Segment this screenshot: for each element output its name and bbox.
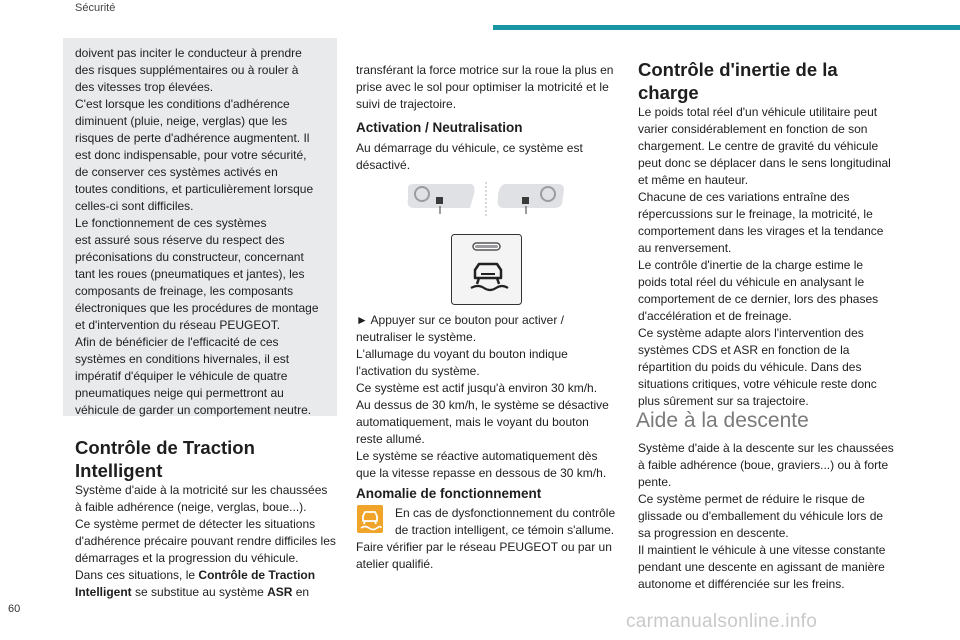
watermark: carmanualsonline.info <box>626 611 818 632</box>
text-line: répercussions sur le freinage, la motricité, le <box>638 207 873 221</box>
text-line: prise avec le sol pour optimiser la motricité et le <box>356 80 609 94</box>
text-line: de traction intelligent, ce témoin s'allume. <box>395 523 615 537</box>
traction-section-title <box>75 436 345 482</box>
text-line: Au démarrage du véhicule, ce système est <box>356 141 583 155</box>
text-line: Ce système est actif jusqu'à environ 30 km/h. <box>356 381 598 395</box>
text-line: poids total réel du véhicule en analysant le <box>638 275 865 289</box>
text-line: plus sûrement sur sa trajectoire. <box>638 394 809 408</box>
text-line: d'accélération et de freinage. <box>638 309 792 323</box>
text-line: composants de freinage, les composants <box>75 284 294 298</box>
text-line: que la vitesse repasse en dessous de 30 km/h. <box>356 466 607 480</box>
inertia-title-line: charge <box>638 82 699 103</box>
text-line: neutraliser le système. <box>356 330 477 344</box>
text-line: systèmes en conditions hivernales, il est <box>75 352 290 366</box>
text-line: Ce système permet de détecter les situations <box>75 517 316 531</box>
text-line: de conserver ces systèmes activés en <box>75 165 278 179</box>
text-line: impératif d'équiper le véhicule de quatre <box>75 369 288 383</box>
descent-heading: Aide à la descente <box>636 409 809 432</box>
header-accent-bar <box>493 25 960 30</box>
text-line: atelier qualifié. <box>356 557 434 571</box>
text-line: situations critiques, votre véhicule reste donc <box>638 377 877 391</box>
info-note-text <box>75 45 331 419</box>
text-line: peut donc se déplacer dans le sens longitudinal <box>638 156 891 170</box>
text-line: automatiquement, mais le voyant du bouton <box>356 415 589 429</box>
text-line: Système d'aide à la motricité sur les chaussées <box>75 483 328 497</box>
anomaly-body <box>356 539 618 573</box>
text-line: véhicule de garder un comportement neutre. <box>75 403 312 417</box>
text-line: suivi de trajectoire. <box>356 97 457 111</box>
text-line: pendant une descente en agissant de manière <box>638 560 885 574</box>
text-line: ► Appuyer sur ce bouton pour activer / <box>356 313 564 327</box>
text-line: à faible adhérence (boue, graviers...) ou à forte <box>638 458 889 472</box>
text-line: Afin de bénéficier de l'efficacité de ces <box>75 335 279 349</box>
text-line: Le contrôle d'inertie de la charge estime le <box>638 258 864 272</box>
traction-warning-light-icon <box>357 505 383 533</box>
text-line: Ce système adapte alors l'intervention des <box>638 326 864 340</box>
text-run: se substitue au système <box>131 585 268 599</box>
text-line: pente. <box>638 475 672 489</box>
text-line: et même en hauteur. <box>638 173 749 187</box>
text-line: et d'intervention du réseau PEUGEOT. <box>75 318 281 332</box>
anomaly-icon-text <box>395 505 625 539</box>
text-line: reste allumé. <box>356 432 425 446</box>
text-line: au renversement. <box>638 241 732 255</box>
bold-term: Contrôle de Traction <box>198 568 316 582</box>
text-line: Il maintient le véhicule à une vitesse constante <box>638 543 886 557</box>
text-line: Le fonctionnement de ces systèmes <box>75 216 267 230</box>
traction-control-button-icon <box>451 234 522 305</box>
traction-continued <box>356 62 618 113</box>
activation-body <box>356 140 618 174</box>
page-number: 60 <box>8 603 21 615</box>
text-line: sa progression en descente. <box>638 526 789 540</box>
text-line: L'allumage du voyant du bouton indique <box>356 347 568 361</box>
text-line: désactivé. <box>356 158 411 172</box>
text-line: comportement dans les virages et la tendance <box>638 224 884 238</box>
traction-title-line: Intelligent <box>75 460 163 481</box>
text-line: transférant la force motrice sur la roue la plus en <box>356 63 614 77</box>
text-line <box>75 584 337 601</box>
section-header: Sécurité <box>75 2 116 14</box>
bold-term: Intelligent <box>75 585 132 599</box>
text-line: des risques supplémentaires ou à rouler à <box>75 63 299 77</box>
text-line: des vitesses trop élevées. <box>75 80 214 94</box>
traction-title-line: Contrôle de Traction <box>75 437 255 458</box>
text-line: Ce système permet de réduire le risque de <box>638 492 865 506</box>
text-line: chargement. Le centre de gravité du véhicule <box>638 139 879 153</box>
text-line: est donc indispensable, pour votre sécurité, <box>75 148 307 162</box>
text-line: démarrages et la progression du véhicule. <box>75 551 299 565</box>
text-run: en <box>292 585 310 599</box>
text-line: à faible adhérence (neige, verglas, boue...). <box>75 500 307 514</box>
text-line: doivent pas inciter le conducteur à prendre <box>75 46 302 60</box>
text-line: préconisations du constructeur, concernant <box>75 250 304 264</box>
text-line: Chacune de ces variations entraîne des <box>638 190 850 204</box>
text-line: celles-ci sont difficiles. <box>75 199 194 213</box>
activation-heading: Activation / Neutralisation <box>356 120 523 135</box>
text-line: comportement de ce dernier, lors des phases <box>638 292 879 306</box>
text-line: En cas de dysfonctionnement du contrôle <box>395 506 616 520</box>
traction-body <box>75 482 337 601</box>
activation-instructions <box>356 312 618 482</box>
text-line: Faire vérifier par le réseau PEUGEOT ou par un <box>356 540 612 554</box>
descent-body <box>638 440 908 593</box>
inertia-body <box>638 104 908 410</box>
text-line: électroniques que les procédures de montage <box>75 301 319 315</box>
text-line: systèmes CDS et ASR en fonction de la <box>638 343 850 357</box>
text-line: diminuent (pluie, neige, verglas) que les <box>75 114 288 128</box>
inertia-title-line: Contrôle d'inertie de la <box>638 59 838 80</box>
text-line: Le poids total réel d'un véhicule utilitaire peut <box>638 105 878 119</box>
text-line: pneumatiques neige qui permettront au <box>75 386 284 400</box>
text-line: Système d'aide à la descente sur les chaussées <box>638 441 894 455</box>
text-line: C'est lorsque les conditions d'adhérence <box>75 97 290 111</box>
text-line: tant les roues (pneumatiques et jantes), les <box>75 267 305 281</box>
bold-term: ASR <box>267 585 293 599</box>
text-line: autonome et différenciée sur les freins. <box>638 577 845 591</box>
text-run: Dans ces situations, le <box>75 568 199 582</box>
dashboard-button-location-illustration <box>400 180 570 220</box>
text-line: glissade ou d'emballement du véhicule lors de <box>638 509 884 523</box>
text-line: l'activation du système. <box>356 364 480 378</box>
text-line: d'adhérence précaire pouvant rendre difficiles les <box>75 534 336 548</box>
text-line: répartition du poids du véhicule. Dans des <box>638 360 862 374</box>
text-line: toutes conditions, et particulièrement lorsque <box>75 182 314 196</box>
text-line: est assuré sous réserve du respect des <box>75 233 285 247</box>
inertia-section-title <box>638 58 938 104</box>
text-line <box>75 567 337 584</box>
text-line: Au dessus de 30 km/h, le système se désactive <box>356 398 609 412</box>
text-line: risques de perte d'adhérence augmentent. Il <box>75 131 310 145</box>
anomaly-heading: Anomalie de fonctionnement <box>356 486 542 501</box>
text-line: varier considérablement en fonction de son <box>638 122 868 136</box>
text-line: Le système se réactive automatiquement dès <box>356 449 598 463</box>
